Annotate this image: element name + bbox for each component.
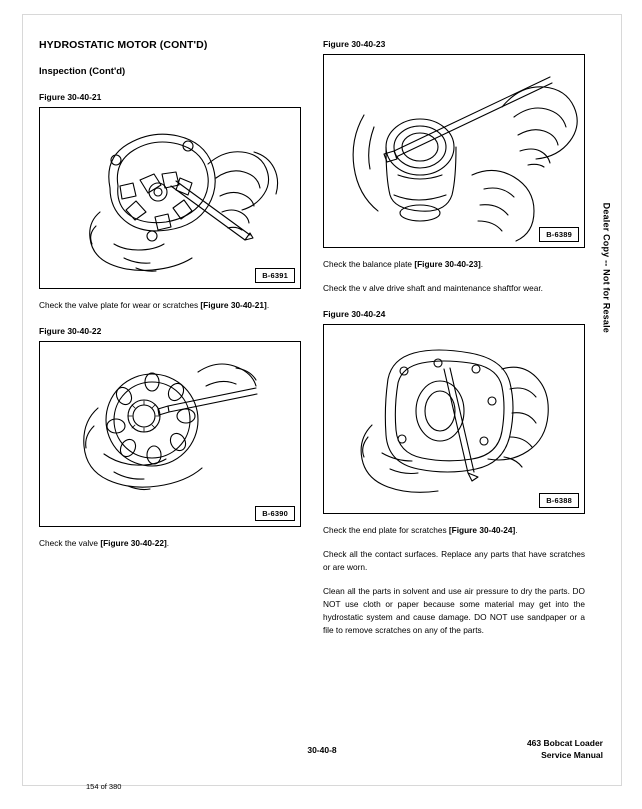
figure-code-b-6388: B-6388: [539, 493, 579, 508]
footer-manual-info: [527, 737, 603, 761]
figure-code-b-6389: B-6389: [539, 227, 579, 242]
figure-label-30-40-23: Figure 30-40-23: [323, 39, 386, 49]
paragraph-check-balance-plate: [323, 258, 585, 271]
caption-figure-30-40-22: [39, 537, 301, 550]
paragraph-check-end-plate: [323, 524, 585, 537]
figure-label-30-40-24: Figure 30-40-24: [323, 309, 386, 319]
footer-page-number: 30-40-8: [307, 745, 337, 755]
paragraph-ref: [Figure 30-40-24]: [448, 525, 516, 535]
paragraph-check-drive-shaft: Check the v alve drive shaft and maintenance shaftfor wear.: [323, 283, 543, 293]
caption-text: Check the valve: [39, 538, 101, 548]
right-column: [323, 39, 585, 648]
caption-tail: .: [166, 538, 170, 548]
caption-ref: [Figure 30-40-21]: [200, 300, 267, 310]
section-title: HYDROSTATIC MOTOR (CONT'D): [39, 39, 208, 51]
paragraph-cleaning-instructions: Clean all the parts in solvent and use air pressure to dry the parts. DO NOT use cloth or paper because some material may get into the hydrostatic system and cause damage. DO NOT use sandpaper or a file to remove scratches on any of the parts.: [323, 586, 585, 635]
figure-image-30-40-24: [323, 324, 585, 514]
footer-manual-title: 463 Bobcat Loader: [526, 738, 603, 748]
caption-figure-30-40-21: [39, 299, 301, 312]
paragraph-ref: [Figure 30-40-23]: [414, 259, 481, 269]
footer-manual-subtitle: Service Manual: [541, 750, 603, 760]
caption-tail: .: [266, 300, 270, 310]
dealer-copy-watermark: Dealer Copy -- Not for Resale: [601, 202, 611, 333]
caption-ref: [Figure 30-40-22]: [100, 538, 167, 548]
figure-image-30-40-23: [323, 54, 585, 248]
figure-label-30-40-22: Figure 30-40-22: [39, 326, 102, 336]
figure-code-b-6390: B-6390: [255, 506, 295, 521]
subsection-title: Inspection (Cont'd): [39, 66, 126, 77]
figure-code-b-6391: B-6391: [255, 268, 295, 283]
paragraph-tail: .: [480, 259, 484, 269]
paragraph-text: Check the end plate for scratches: [323, 525, 449, 535]
figure-label-30-40-21: Figure 30-40-21: [39, 92, 102, 102]
page-sheet: [22, 14, 622, 786]
paragraph-tail: .: [515, 525, 518, 535]
page-count-indicator: 154 of 380: [86, 782, 122, 791]
caption-text: Check the valve plate for wear or scratches: [39, 300, 201, 310]
figure-image-30-40-22: [39, 341, 301, 527]
paragraph-text: Check the balance plate: [323, 259, 415, 269]
left-column: [39, 39, 301, 561]
figure-image-30-40-21: [39, 107, 301, 289]
paragraph-check-contact-surfaces: Check all the contact surfaces. Replace any parts that have scratches or are worn.: [323, 549, 585, 572]
